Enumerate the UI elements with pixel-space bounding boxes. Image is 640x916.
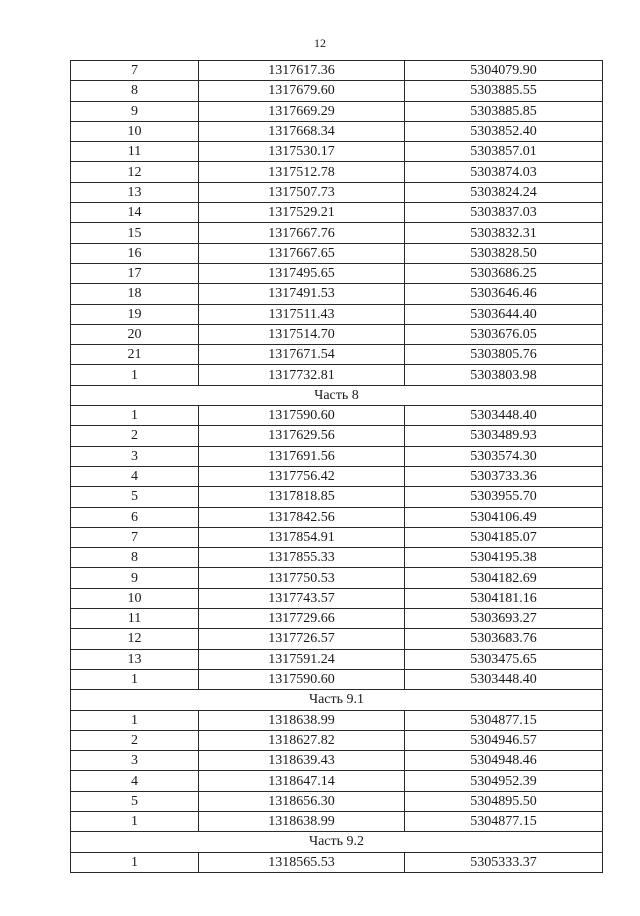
table-row [71, 629, 603, 649]
y-coordinate-cell: 5303646.46 [405, 284, 603, 304]
table-row [71, 527, 603, 547]
section-header-row [71, 690, 603, 710]
y-coordinate-cell: 5303837.03 [405, 203, 603, 223]
point-number-cell: 11 [71, 142, 199, 162]
y-coordinate-cell: 5305333.37 [405, 852, 603, 872]
x-coordinate-cell: 1317667.76 [199, 223, 405, 243]
y-coordinate-cell: 5303803.98 [405, 365, 603, 385]
table-row [71, 61, 603, 81]
point-number-cell: 3 [71, 751, 199, 771]
point-number-cell: 20 [71, 324, 199, 344]
x-coordinate-cell: 1317507.73 [199, 182, 405, 202]
point-number-cell: 1 [71, 365, 199, 385]
y-coordinate-cell: 5303475.65 [405, 649, 603, 669]
point-number-cell: 5 [71, 487, 199, 507]
table-row [71, 649, 603, 669]
point-number-cell: 5 [71, 791, 199, 811]
y-coordinate-cell: 5303852.40 [405, 121, 603, 141]
x-coordinate-cell: 1317617.36 [199, 61, 405, 81]
x-coordinate-cell: 1318639.43 [199, 751, 405, 771]
x-coordinate-cell: 1317530.17 [199, 142, 405, 162]
table-row [71, 182, 603, 202]
point-number-cell: 18 [71, 284, 199, 304]
table-row [71, 365, 603, 385]
x-coordinate-cell: 1317842.56 [199, 507, 405, 527]
table-row [71, 852, 603, 872]
y-coordinate-cell: 5304952.39 [405, 771, 603, 791]
y-coordinate-cell: 5304895.50 [405, 791, 603, 811]
y-coordinate-cell: 5303824.24 [405, 182, 603, 202]
y-coordinate-cell: 5303448.40 [405, 669, 603, 689]
x-coordinate-cell: 1317591.24 [199, 649, 405, 669]
table-row [71, 507, 603, 527]
y-coordinate-cell: 5303733.36 [405, 466, 603, 486]
table-row [71, 548, 603, 568]
x-coordinate-cell: 1317818.85 [199, 487, 405, 507]
point-number-cell: 16 [71, 243, 199, 263]
x-coordinate-cell: 1317495.65 [199, 263, 405, 283]
section-title: Часть 9.1 [71, 690, 603, 710]
y-coordinate-cell: 5303683.76 [405, 629, 603, 649]
point-number-cell: 1 [71, 710, 199, 730]
table-row [71, 203, 603, 223]
table-row [71, 588, 603, 608]
point-number-cell: 1 [71, 406, 199, 426]
y-coordinate-cell: 5303832.31 [405, 223, 603, 243]
y-coordinate-cell: 5304946.57 [405, 730, 603, 750]
table-row [71, 345, 603, 365]
y-coordinate-cell: 5304877.15 [405, 811, 603, 831]
x-coordinate-cell: 1317732.81 [199, 365, 405, 385]
x-coordinate-cell: 1317729.66 [199, 609, 405, 629]
y-coordinate-cell: 5303857.01 [405, 142, 603, 162]
x-coordinate-cell: 1317855.33 [199, 548, 405, 568]
y-coordinate-cell: 5304182.69 [405, 568, 603, 588]
point-number-cell: 4 [71, 466, 199, 486]
table-row [71, 730, 603, 750]
point-number-cell: 3 [71, 446, 199, 466]
table-row [71, 710, 603, 730]
y-coordinate-cell: 5303676.05 [405, 324, 603, 344]
point-number-cell: 1 [71, 811, 199, 831]
x-coordinate-cell: 1318638.99 [199, 710, 405, 730]
y-coordinate-cell: 5304877.15 [405, 710, 603, 730]
y-coordinate-cell: 5303448.40 [405, 406, 603, 426]
point-number-cell: 14 [71, 203, 199, 223]
x-coordinate-cell: 1317667.65 [199, 243, 405, 263]
x-coordinate-cell: 1317726.57 [199, 629, 405, 649]
point-number-cell: 9 [71, 101, 199, 121]
x-coordinate-cell: 1317854.91 [199, 527, 405, 547]
x-coordinate-cell: 1317590.60 [199, 406, 405, 426]
point-number-cell: 13 [71, 649, 199, 669]
point-number-cell: 10 [71, 588, 199, 608]
point-number-cell: 19 [71, 304, 199, 324]
x-coordinate-cell: 1318638.99 [199, 811, 405, 831]
y-coordinate-cell: 5303955.70 [405, 487, 603, 507]
table-row [71, 101, 603, 121]
point-number-cell: 2 [71, 730, 199, 750]
y-coordinate-cell: 5304079.90 [405, 61, 603, 81]
section-header-row [71, 385, 603, 405]
point-number-cell: 21 [71, 345, 199, 365]
x-coordinate-cell: 1317514.70 [199, 324, 405, 344]
x-coordinate-cell: 1318627.82 [199, 730, 405, 750]
table-row [71, 811, 603, 831]
y-coordinate-cell: 5304948.46 [405, 751, 603, 771]
table-row [71, 121, 603, 141]
point-number-cell: 8 [71, 548, 199, 568]
point-number-cell: 15 [71, 223, 199, 243]
x-coordinate-cell: 1318647.14 [199, 771, 405, 791]
table-row [71, 406, 603, 426]
y-coordinate-cell: 5304106.49 [405, 507, 603, 527]
point-number-cell: 12 [71, 629, 199, 649]
section-title: Часть 9.2 [71, 832, 603, 852]
x-coordinate-cell: 1317671.54 [199, 345, 405, 365]
point-number-cell: 13 [71, 182, 199, 202]
x-coordinate-cell: 1318565.53 [199, 852, 405, 872]
x-coordinate-cell: 1317512.78 [199, 162, 405, 182]
y-coordinate-cell: 5304181.16 [405, 588, 603, 608]
point-number-cell: 7 [71, 527, 199, 547]
table-row [71, 223, 603, 243]
table-row [71, 568, 603, 588]
coordinates-table-body [71, 61, 603, 873]
table-row [71, 304, 603, 324]
y-coordinate-cell: 5303686.25 [405, 263, 603, 283]
point-number-cell: 4 [71, 771, 199, 791]
y-coordinate-cell: 5303574.30 [405, 446, 603, 466]
page-number: 12 [314, 36, 326, 50]
x-coordinate-cell: 1317511.43 [199, 304, 405, 324]
y-coordinate-cell: 5303805.76 [405, 345, 603, 365]
table-row [71, 791, 603, 811]
y-coordinate-cell: 5303693.27 [405, 609, 603, 629]
x-coordinate-cell: 1318656.30 [199, 791, 405, 811]
point-number-cell: 1 [71, 669, 199, 689]
x-coordinate-cell: 1317691.56 [199, 446, 405, 466]
y-coordinate-cell: 5304185.07 [405, 527, 603, 547]
y-coordinate-cell: 5303885.55 [405, 81, 603, 101]
x-coordinate-cell: 1317756.42 [199, 466, 405, 486]
y-coordinate-cell: 5303874.03 [405, 162, 603, 182]
table-row [71, 466, 603, 486]
table-row [71, 487, 603, 507]
y-coordinate-cell: 5303885.85 [405, 101, 603, 121]
x-coordinate-cell: 1317491.53 [199, 284, 405, 304]
table-row [71, 263, 603, 283]
point-number-cell: 17 [71, 263, 199, 283]
table-row [71, 669, 603, 689]
point-number-cell: 7 [71, 61, 199, 81]
table-row [71, 426, 603, 446]
x-coordinate-cell: 1317669.29 [199, 101, 405, 121]
table-row [71, 243, 603, 263]
table-row [71, 162, 603, 182]
table-row [71, 284, 603, 304]
table-row [71, 609, 603, 629]
x-coordinate-cell: 1317679.60 [199, 81, 405, 101]
point-number-cell: 10 [71, 121, 199, 141]
point-number-cell: 8 [71, 81, 199, 101]
table-row [71, 324, 603, 344]
table-row [71, 81, 603, 101]
point-number-cell: 12 [71, 162, 199, 182]
point-number-cell: 1 [71, 852, 199, 872]
y-coordinate-cell: 5303828.50 [405, 243, 603, 263]
x-coordinate-cell: 1317629.56 [199, 426, 405, 446]
table-row [71, 142, 603, 162]
point-number-cell: 2 [71, 426, 199, 446]
point-number-cell: 6 [71, 507, 199, 527]
y-coordinate-cell: 5304195.38 [405, 548, 603, 568]
x-coordinate-cell: 1317529.21 [199, 203, 405, 223]
x-coordinate-cell: 1317743.57 [199, 588, 405, 608]
table-row [71, 446, 603, 466]
table-row [71, 771, 603, 791]
x-coordinate-cell: 1317668.34 [199, 121, 405, 141]
x-coordinate-cell: 1317750.53 [199, 568, 405, 588]
y-coordinate-cell: 5303644.40 [405, 304, 603, 324]
point-number-cell: 11 [71, 609, 199, 629]
coordinates-table [70, 60, 603, 873]
section-header-row [71, 832, 603, 852]
table-row [71, 751, 603, 771]
x-coordinate-cell: 1317590.60 [199, 669, 405, 689]
point-number-cell: 9 [71, 568, 199, 588]
section-title: Часть 8 [71, 385, 603, 405]
y-coordinate-cell: 5303489.93 [405, 426, 603, 446]
